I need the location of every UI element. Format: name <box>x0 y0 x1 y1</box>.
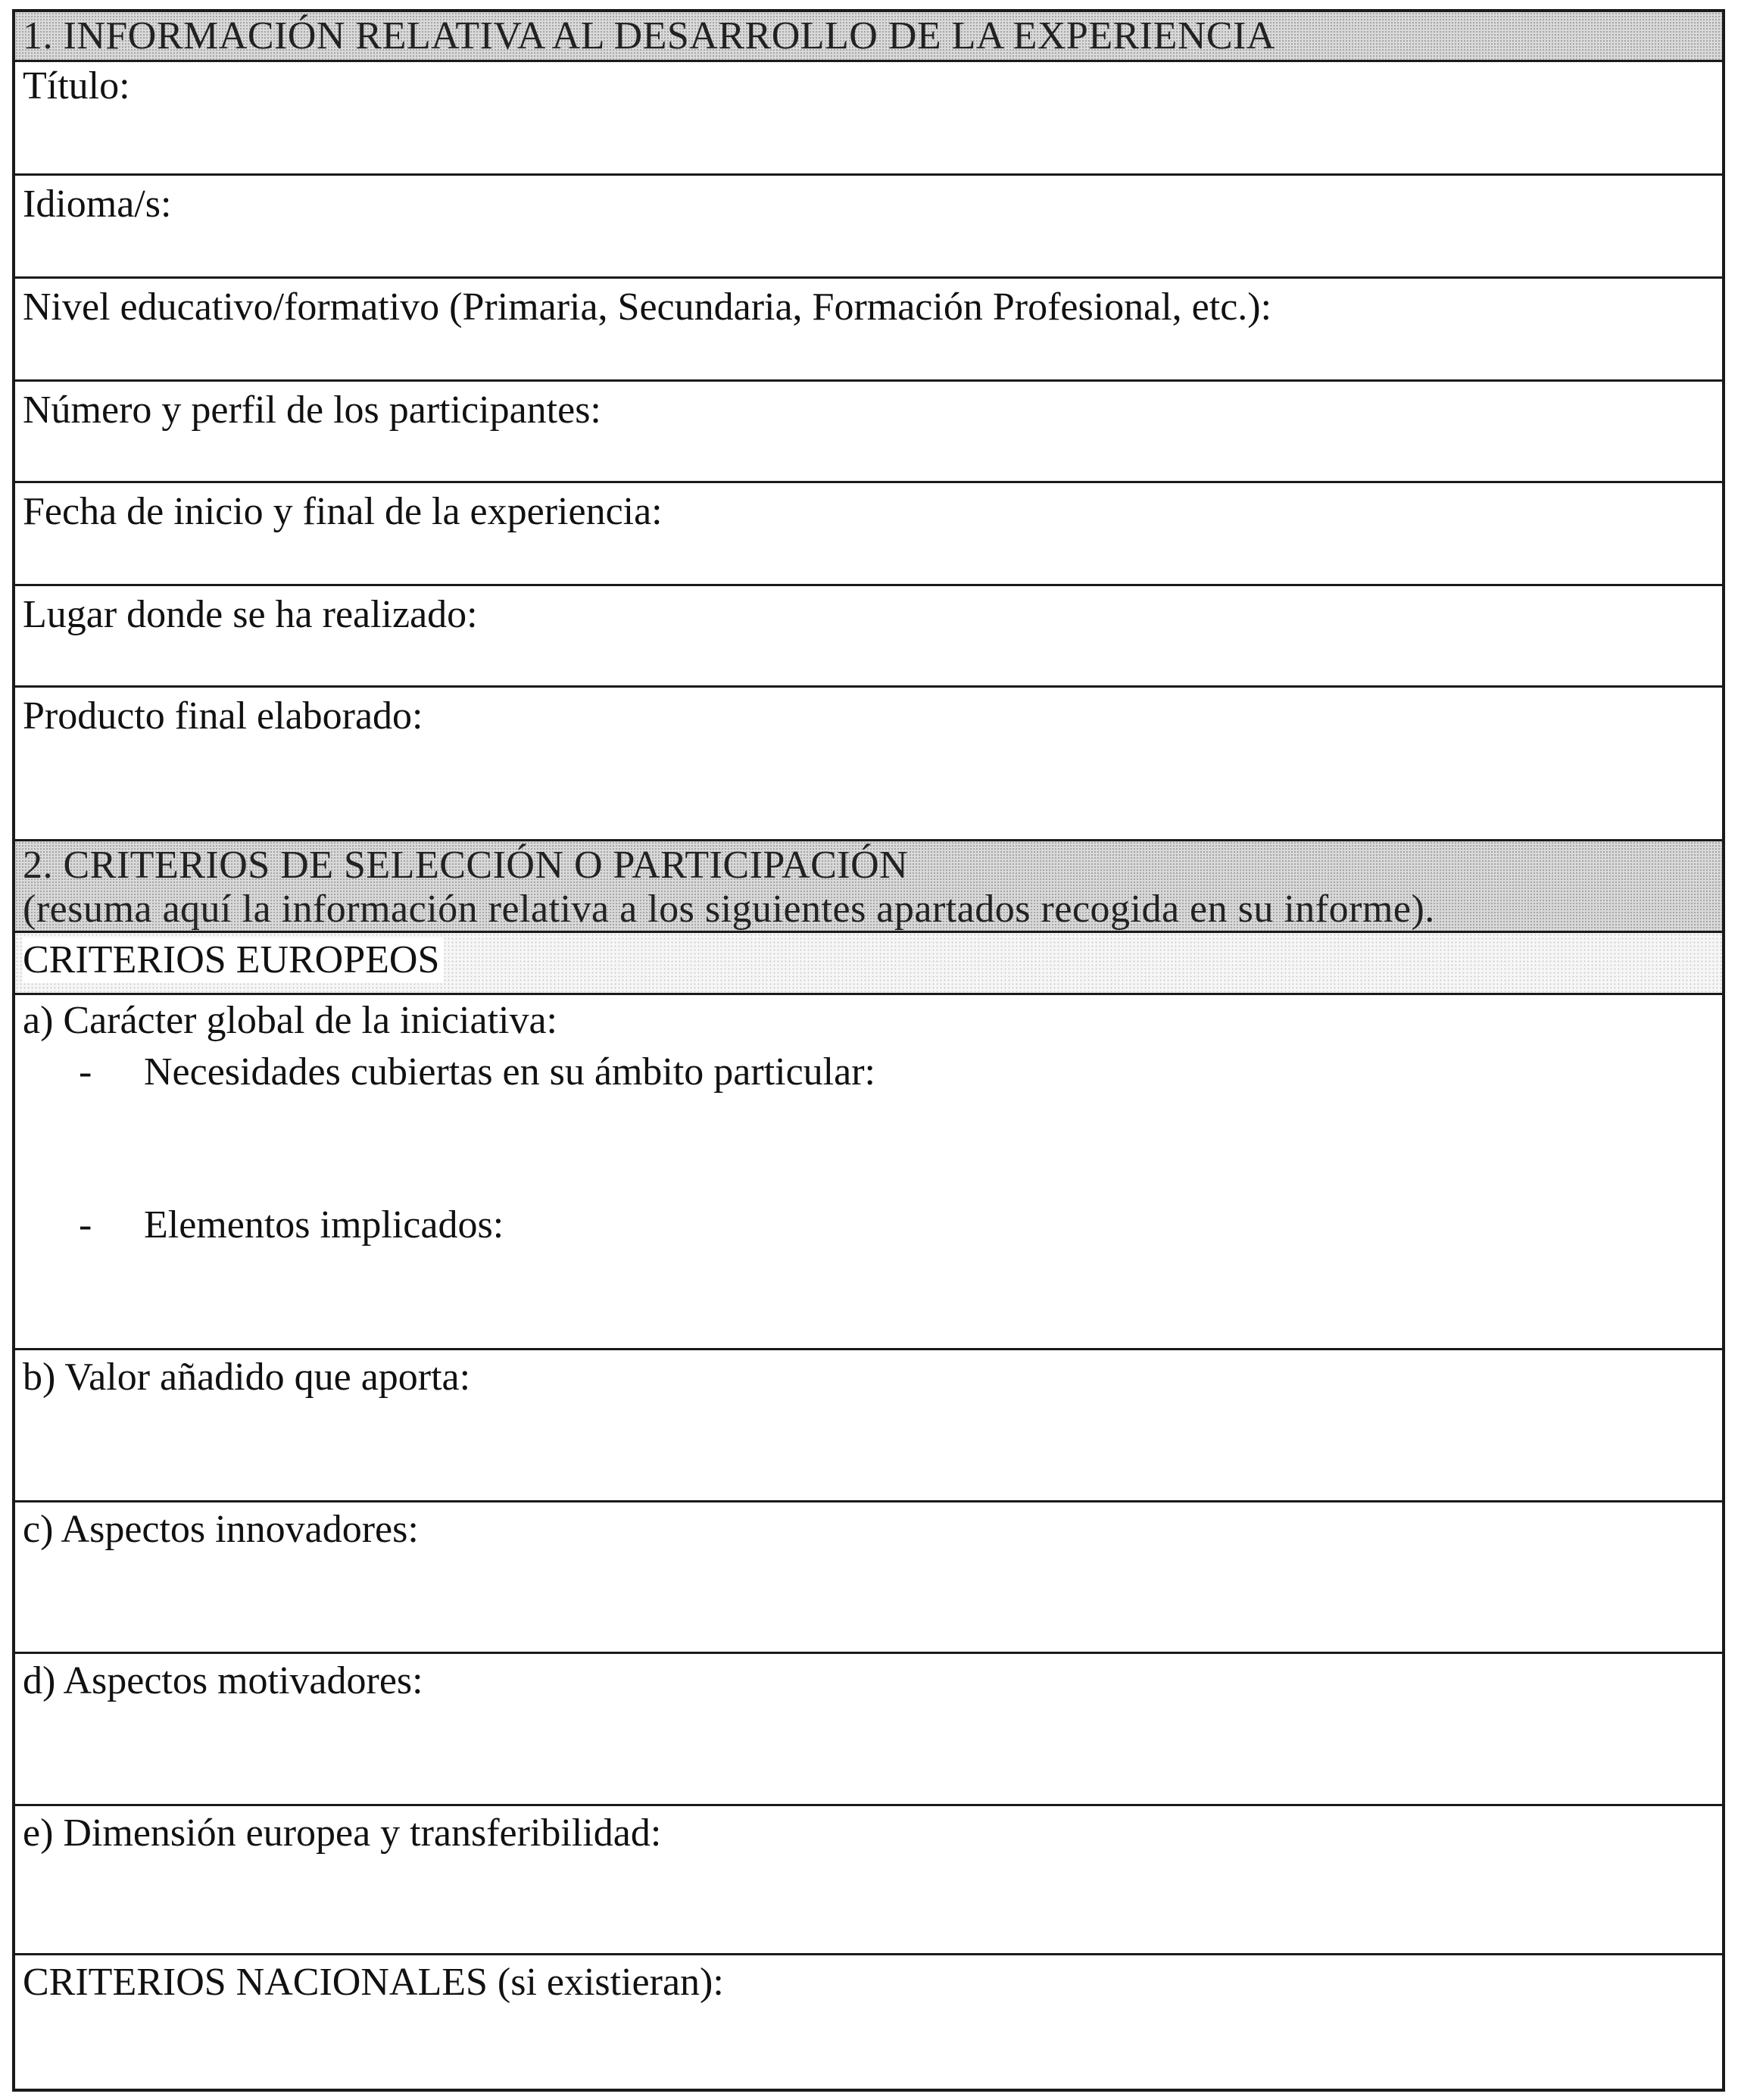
criterion-a-row[interactable] <box>15 995 1722 1350</box>
national-criteria-row[interactable] <box>15 1955 1722 2089</box>
section1-heading: 1. INFORMACIÓN RELATIVA AL DESARROLLO DE LA EXPERIENCIA <box>23 14 1275 58</box>
criterion-a-bullet-elementos: Elementos implicados: <box>144 1203 504 1247</box>
field-label-titulo: Título: <box>23 64 130 108</box>
field-label-participantes: Número y perfil de los participantes: <box>23 388 601 432</box>
european-criteria-row <box>15 933 1722 995</box>
field-label-nivel: Nivel educativo/formativo (Primaria, Secundaria, Formación Profesional, etc.): <box>23 286 1272 329</box>
criterion-a-bullet-necesidades: Necesidades cubiertas en su ámbito particular: <box>144 1050 875 1094</box>
national-criteria-label: CRITERIOS NACIONALES (si existieran): <box>23 1961 724 2004</box>
bullet-marker: - <box>79 1050 92 1094</box>
criterion-b-row[interactable] <box>15 1350 1722 1502</box>
field-label-fechas: Fecha de inicio y final de la experiencia: <box>23 490 663 533</box>
european-criteria-title: CRITERIOS EUROPEOS <box>23 938 444 983</box>
criterion-e-row[interactable] <box>15 1806 1722 1955</box>
field-label-lugar: Lugar donde se ha realizado: <box>23 593 478 636</box>
bullet-marker: - <box>79 1203 92 1247</box>
section2-subheading: (resuma aquí la información relativa a los siguientes apartados recogida en su informe). <box>23 888 1435 931</box>
field-row-nivel[interactable] <box>15 279 1722 382</box>
criterion-e-label: e) Dimensión europea y transferibilidad: <box>23 1811 662 1855</box>
field-label-producto: Producto final elaborado: <box>23 694 423 738</box>
field-row-participantes[interactable] <box>15 382 1722 483</box>
experience-form <box>12 9 1725 2092</box>
criterion-b-label: b) Valor añadido que aporta: <box>23 1356 471 1399</box>
field-label-idiomas: Idioma/s: <box>23 183 172 226</box>
criterion-c-row[interactable] <box>15 1502 1722 1654</box>
criterion-d-row[interactable] <box>15 1654 1722 1806</box>
field-row-lugar[interactable] <box>15 586 1722 688</box>
section2-header <box>15 841 1722 933</box>
criterion-a-label: a) Carácter global de la iniciativa: <box>23 999 557 1042</box>
field-row-fechas[interactable] <box>15 483 1722 586</box>
section1-header <box>15 12 1722 62</box>
criterion-c-label: c) Aspectos innovadores: <box>23 1508 419 1551</box>
field-row-titulo[interactable] <box>15 62 1722 176</box>
field-row-idiomas[interactable] <box>15 176 1722 279</box>
section2-heading: 2. CRITERIOS DE SELECCIÓN O PARTICIPACIÓN <box>23 844 909 887</box>
criterion-d-label: d) Aspectos motivadores: <box>23 1659 423 1702</box>
field-row-producto[interactable] <box>15 688 1722 841</box>
